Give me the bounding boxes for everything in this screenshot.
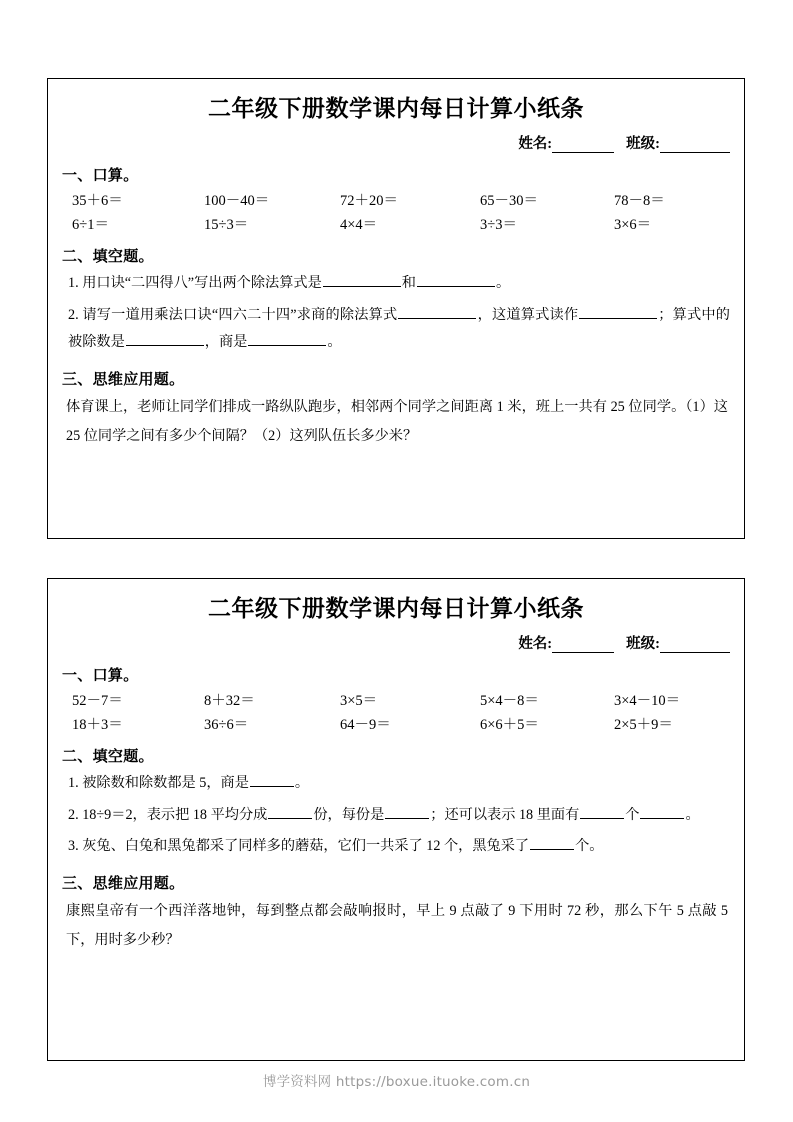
answer-blank[interactable] [398,304,476,319]
thinking-problem-body-2: 康熙皇帝有一个西洋落地钟，每到整点都会敲响报时，早上 9 点敲了 9 下用时 72 秒，那么下午 5 点敲 5 下，用时多少秒？ [66,903,728,948]
oral-calc-row [62,717,730,734]
name-label: 姓名: [518,635,553,652]
question-text: 。 [685,806,700,823]
section-heading-fill-1: 二、填空题。 [62,247,154,266]
answer-blank[interactable] [248,331,326,346]
calc-item: 15÷3＝ [204,217,249,234]
question-text: ，这道算式读作 [477,306,579,323]
answer-blank[interactable] [579,304,657,319]
question-text: 请写一道用乘法口诀“四六二十四”求商的除法算式 [82,306,398,323]
calc-item: 3×6＝ [614,217,652,234]
fill-items-1 [62,270,730,357]
question-text: 被除数和除数都是 5，商是 [82,775,249,792]
worksheet-card-2 [47,578,745,1061]
calc-item: 35＋6＝ [72,192,123,209]
class-label: 班级: [626,635,660,652]
class-field[interactable] [626,632,730,653]
fill-items-2 [62,770,730,861]
answer-blank[interactable] [268,804,312,819]
answer-blank[interactable] [385,804,429,819]
question-number: 3. [68,838,83,855]
class-input-blank[interactable] [660,139,730,153]
calc-item: 78－8＝ [614,192,665,209]
name-input-blank[interactable] [552,639,614,653]
calc-item: 3×5＝ [340,692,378,709]
question-text: 。 [327,334,342,351]
answer-blank[interactable] [126,331,204,346]
calc-item: 4×4＝ [340,217,378,234]
question-text: 个 [625,806,640,823]
section-heading-fill-2: 二、填空题。 [62,747,154,766]
worksheet-card-1 [47,78,745,539]
section-heading-thinking-2: 三、思维应用题。 [62,874,185,893]
calc-item: 2×5＋9＝ [614,717,673,734]
oral-calc-row [62,217,730,234]
site-watermark: 博学资料网 https://boxue.ituoke.com.cn [262,1074,531,1090]
answer-blank[interactable] [580,804,624,819]
fill-blank-question [62,770,730,798]
question-text: 灰兔、白兔和黑兔都采了同样多的蘑菇，它们一共采了 12 个，黑兔采了 [82,838,530,855]
question-text: 个。 [575,838,604,855]
question-text: 和 [401,275,416,292]
question-text: ；还可以表示 18 里面有 [430,806,580,823]
question-number: 1. [68,775,83,792]
calc-item: 65－30＝ [480,192,538,209]
oral-calc-row [62,693,730,710]
calc-item: 8＋32＝ [204,692,255,709]
calc-item: 36÷6＝ [204,717,249,734]
section-heading-thinking-1: 三、思维应用题。 [62,370,185,389]
name-input-blank[interactable] [552,139,614,153]
answer-blank[interactable] [640,804,684,819]
question-text: ，商是 [204,334,248,351]
fill-blank-question [62,802,730,830]
class-field[interactable] [626,132,730,153]
section-heading-oral-1: 一、口算。 [62,165,139,184]
calc-item: 3×4－10＝ [614,692,681,709]
question-number: 2. [68,806,83,823]
calc-item: 18＋3＝ [72,717,123,734]
name-field[interactable] [518,632,614,653]
question-text: 用口诀“二四得八”写出两个除法算式是 [82,275,322,292]
oral-calc-row [62,193,730,210]
question-text: ；算式中的被除数是 [68,306,730,351]
fill-blank-question [62,833,730,861]
name-label: 姓名: [518,135,553,152]
answer-blank[interactable] [323,272,401,287]
page-title: 二年级下册数学课内每日计算小纸条 [208,595,584,622]
page-title: 二年级下册数学课内每日计算小纸条 [208,95,584,122]
question-text: 18÷9＝2，表示把 18 平均分成 [82,806,268,823]
student-info-row [62,132,730,153]
class-input-blank[interactable] [660,639,730,653]
calc-item: 52－7＝ [72,692,123,709]
fill-blank-question [62,270,730,298]
question-text: 。 [294,775,310,792]
calc-item: 5×4－8＝ [480,692,539,709]
class-label: 班级: [626,135,660,152]
calc-item: 100－40＝ [204,192,270,209]
section-heading-oral-2: 一、口算。 [62,665,139,684]
student-info-row [62,632,730,653]
calc-item: 3÷3＝ [480,217,517,234]
question-text: 。 [496,275,511,292]
calc-item: 6÷1＝ [72,217,109,234]
fill-blank-question [62,302,730,357]
calc-item: 6×6＋5＝ [480,717,539,734]
name-field[interactable] [518,132,614,153]
answer-blank[interactable] [417,272,495,287]
answer-blank[interactable] [530,835,574,850]
answer-blank[interactable] [250,772,294,787]
question-number: 2. [68,306,83,323]
calc-item: 72＋20＝ [340,192,398,209]
question-text: 份，每份是 [313,806,385,823]
thinking-problem-body-1: 体育课上，老师让同学们排成一路纵队跑步，相邻两个同学之间距离 1 米，班上一共有 25 位同学。（1）这 25 位同学之间有多少个间隔？（2）这列队伍长多少米？ [66,399,728,444]
calc-item: 64－9＝ [340,717,391,734]
question-number: 1. [68,275,83,292]
